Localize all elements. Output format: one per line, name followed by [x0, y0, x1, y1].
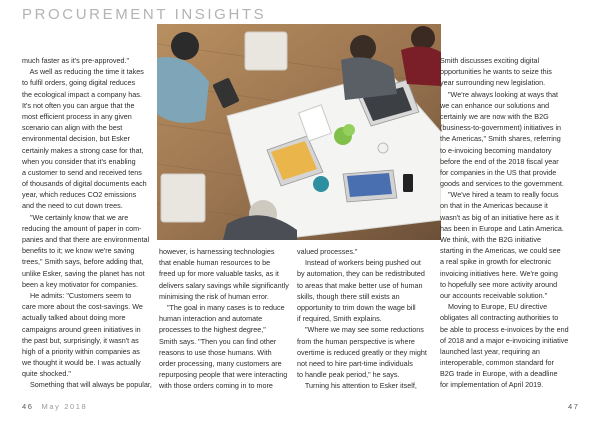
- text-line: high of a priority within companies as: [22, 346, 140, 356]
- text-line: has been in Europe and Latin America.: [440, 223, 564, 233]
- text-line: Instead of workers being pushed out: [297, 258, 421, 268]
- text-line: minimising the risk of human error.: [159, 291, 269, 301]
- text-line: interoperable, common standard for: [440, 358, 554, 368]
- article-column-3: [297, 246, 429, 391]
- text-line: He admits: "Customers seem to: [22, 290, 132, 300]
- text-line: "The goal in many cases is to reduce: [159, 302, 285, 312]
- text-line: starting in the Americas, we could see: [440, 246, 561, 256]
- text-line: repurposing people that were interacting: [159, 370, 288, 380]
- text-line: and the need to cut down trees.: [22, 201, 123, 211]
- text-line: wasn't as big of an initiative here as it: [440, 212, 559, 222]
- text-line: campaigns around green initiatives in: [22, 324, 141, 334]
- text-line: to e-invoicing becoming mandatory: [440, 145, 552, 155]
- right-page-number: 47: [568, 402, 580, 411]
- text-line: before the end of the 2018 fiscal year: [440, 156, 559, 166]
- text-line: "We certainly know that we are: [22, 212, 129, 222]
- text-line: certainly we are now with the B2G: [440, 111, 549, 121]
- text-line: opportunities he wants to seize this: [440, 67, 552, 77]
- text-line: a real spike in growth for electronic: [440, 257, 552, 267]
- text-line: Smith discusses exciting digital: [440, 56, 540, 65]
- text-line: of thousands of digital documents each: [22, 179, 147, 189]
- text-line: by automation, they can be redistributed: [297, 269, 425, 279]
- text-line: order processing, many customers are: [159, 358, 282, 368]
- text-line: on that in the Americas because it: [440, 201, 548, 211]
- text-line: not need to hire part-time individuals: [297, 358, 413, 368]
- text-line: much faster as it's pre-approved.": [22, 56, 129, 65]
- text-line: reasons to use those humans. With: [159, 347, 272, 357]
- text-line: to fulfil orders, going digital reduces: [22, 78, 136, 88]
- text-line: invoicing initiatives here. We're going: [440, 268, 558, 278]
- text-line: a customer to send and received tens: [22, 167, 142, 177]
- text-line: overtime is reduced greatly or they might: [297, 347, 427, 357]
- text-line: Moving to Europe, EU directive: [440, 302, 548, 312]
- article-column-4: [440, 55, 572, 391]
- text-line: care more about the cost-savings. We: [22, 302, 143, 312]
- text-line: skills, though there still exists an: [297, 291, 400, 301]
- text-line: we can enhance our solutions and: [440, 100, 550, 110]
- text-line: for companies in the US that provide: [440, 167, 557, 177]
- issue-date: May 2018: [41, 402, 88, 411]
- text-line: we thought it would be. I was actually: [22, 358, 141, 368]
- text-line: (business-to-government) initiatives in: [440, 123, 562, 133]
- text-line: quite shocked.": [22, 369, 71, 379]
- left-page-number: 46: [22, 402, 34, 411]
- text-line: from the human perspective is where: [297, 336, 415, 346]
- text-line: to handle peak period," he says.: [297, 370, 400, 380]
- photo-illustration: [157, 24, 441, 240]
- text-line: be able to process e-invoices by the end: [440, 324, 569, 334]
- text-line: of 2018 and a major e-invoicing initiative: [440, 335, 569, 345]
- text-line: opportunity to trim down the wage bill: [297, 302, 416, 312]
- article-column-1: [22, 55, 154, 391]
- text-line: Turning his attention to Esker itself,: [297, 381, 417, 391]
- text-line: to hopefully see more activity around: [440, 279, 558, 289]
- text-line: benefits to it; we know we're saving: [22, 246, 135, 256]
- text-line: been a key motivator for companies.: [22, 279, 138, 289]
- text-line: that enable human resources to be: [159, 258, 271, 268]
- text-line: freed up for more valuable tasks, as it: [159, 269, 279, 279]
- text-line: As well as reducing the time it takes: [22, 67, 144, 77]
- text-line: goods and services to the government.: [440, 179, 564, 189]
- text-line: actually talked about doing more: [22, 313, 126, 323]
- text-line: We think, with the B2G initiative: [440, 235, 541, 244]
- text-line: processes to the highest degree,": [159, 325, 266, 335]
- text-line: year surrounding new legislation.: [440, 78, 546, 88]
- text-line: most efficient process in any given: [22, 111, 132, 121]
- text-line: year, which reduces CO2 emissions: [22, 190, 137, 200]
- text-line: certainly makes a strong case for that,: [22, 145, 144, 155]
- office-team-photo: [157, 24, 441, 240]
- text-line: the past but, surprisingly, it wasn't as: [22, 335, 139, 345]
- magazine-masthead: PROCUREMENT INSIGHTS: [22, 6, 267, 23]
- text-line: if required, Smith explains.: [297, 314, 382, 324]
- text-line: launched last year, requiring an: [440, 346, 540, 356]
- text-line: valued processes.": [297, 247, 358, 256]
- text-line: to areas that make better use of human: [297, 280, 423, 290]
- text-line: however, is harnessing technologies: [159, 247, 275, 256]
- text-line: the Americas," Smith shares, referring: [440, 134, 561, 144]
- text-line: delivers salary savings while significantly: [159, 280, 289, 290]
- text-line: reducing the amount of paper in com-: [22, 223, 142, 233]
- text-line: our accounts receivable solution.": [440, 290, 548, 300]
- text-line: B2G trade in Europe, with a deadline: [440, 369, 558, 379]
- article-column-2: [159, 246, 291, 391]
- text-line: panies and that there are environmental: [22, 235, 150, 244]
- text-line: human interaction and automate: [159, 314, 263, 324]
- text-line: trees," Smith says, before adding that,: [22, 257, 144, 267]
- text-line: "We're always looking at ways that: [440, 89, 559, 99]
- text-line: for implementation of April 2019.: [440, 380, 544, 390]
- text-line: obligates all contracting authorities to: [440, 313, 559, 323]
- footer-left: [22, 402, 87, 411]
- text-line: with those orders coming in to more: [159, 381, 273, 391]
- text-line: scenario can align with the best: [22, 123, 123, 133]
- text-line: the ecological impact a company has.: [22, 89, 142, 99]
- text-line: when you consider that it's enabling: [22, 156, 136, 166]
- text-line: "Where we may see some reductions: [297, 325, 424, 335]
- text-line: environmental decision, but Esker: [22, 134, 130, 144]
- text-line: Smith says. "Then you can find other: [159, 336, 277, 346]
- text-line: unlike Esker, saving the planet has not: [22, 268, 145, 278]
- text-line: Something that will always be popular,: [22, 380, 152, 390]
- text-line: It's not often you can argue that the: [22, 100, 135, 110]
- text-line: "We've hired a team to really focus: [440, 190, 559, 200]
